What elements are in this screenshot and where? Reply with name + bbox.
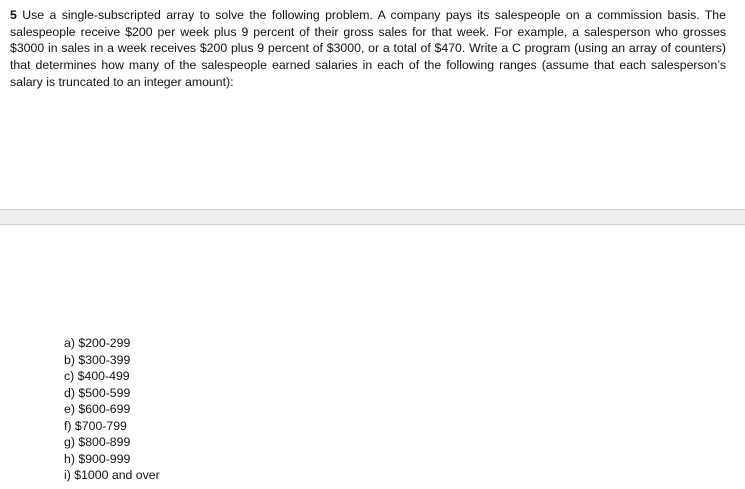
problem-text: Use a single-subscripted array to solve the following problem. A company pays its salespeople on a commission basis. The salespeople receive $200 per week plus 9 percent of their gross sales for that week. For example, a salesperson who grosses $3000 in sales in a week receives $200 plus 9 percent of $3000, or a total of $470. Write a C program (using an array of counters) that determines how many of the salespeople earned salaries in each of the following ranges (assume that each salesperson’s salary is truncated to an integer amount): — [10, 8, 726, 89]
range-item-c: c) $400-499 — [64, 369, 130, 383]
range-item-h: h) $900-999 — [64, 451, 131, 466]
section-divider — [0, 209, 745, 225]
problem-statement — [10, 7, 726, 91]
range-item-f: f) $700-799 — [64, 418, 127, 433]
problem-number: 5 — [10, 8, 17, 22]
range-item-g: g) $800-899 — [64, 435, 131, 449]
range-item-i: i) $1000 and over — [64, 468, 160, 482]
range-item-e: e) $600-699 — [64, 402, 131, 416]
range-item-a: a) $200-299 — [64, 336, 131, 350]
range-item-d: d) $500-599 — [64, 385, 131, 400]
range-item-b: b) $300-399 — [64, 352, 131, 367]
salary-range-list — [64, 335, 160, 484]
